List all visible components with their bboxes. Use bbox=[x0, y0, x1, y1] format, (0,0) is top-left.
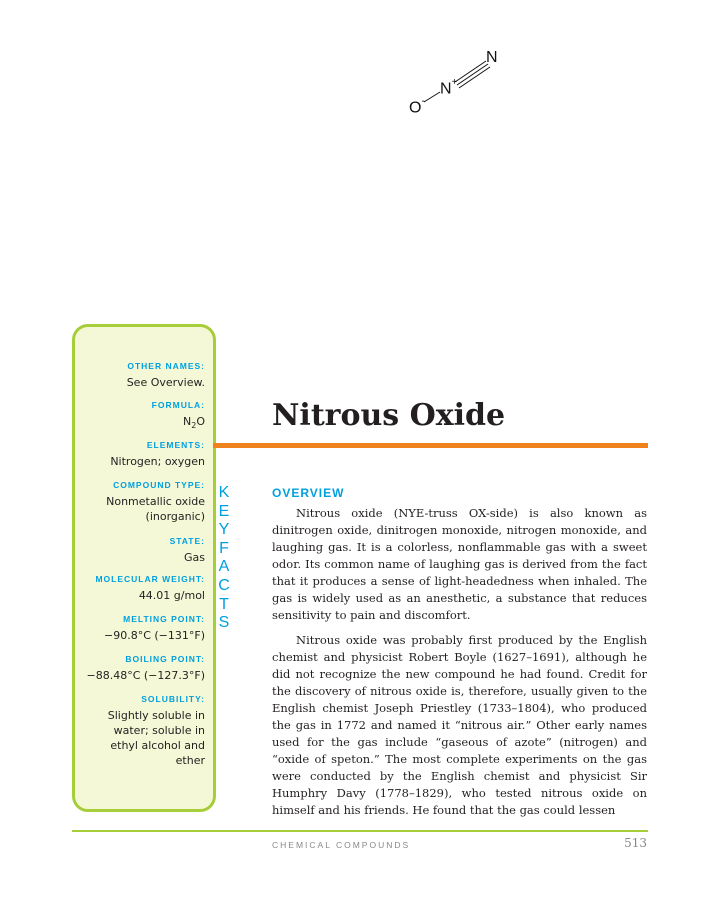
fact-label: FORMULA: bbox=[151, 400, 205, 410]
nitrogen-atom-terminal: N bbox=[486, 49, 498, 66]
footer-rule bbox=[72, 830, 648, 832]
nitrogen-atom-center: N+ bbox=[440, 77, 458, 98]
fact-elements bbox=[77, 439, 205, 469]
fact-compound-type bbox=[77, 479, 205, 524]
fact-solubility bbox=[77, 693, 205, 768]
fact-formula bbox=[77, 399, 205, 433]
fact-value: Gas bbox=[184, 551, 205, 564]
footer-book-title: CHEMICAL COMPOUNDS bbox=[272, 840, 411, 850]
page-number: 513 bbox=[624, 836, 647, 850]
title-underline bbox=[213, 443, 648, 448]
oxygen-atom: O- bbox=[409, 96, 425, 117]
fact-state bbox=[77, 535, 205, 565]
fact-value: −88.48°C (−127.3°F) bbox=[86, 669, 205, 682]
fact-label: SOLUBILITY: bbox=[141, 694, 205, 704]
paragraph: Nitrous oxide was probably first produced by the English chemist and physicist Robert Boyle (1627–1691), although he did not recognize the new compound he had found. Credit for the discovery of nitrous oxide is, therefore, usually given to the English chemist Joseph Priestley (1733–1804), who produced the gas in 1772 and named it “nitrous air.” Other early names used for the gas include “gaseous of azote” (nitrogen) and “oxide of speton.” The most complete experiments on the gas were conducted by the English chemist and physicist Sir Humphry Davy (1778–1829), who tested nitrous oxide on himself and his friends. He found that the gas could lessen bbox=[272, 633, 647, 817]
fact-value: Slightly soluble in water; soluble in ethyl alcohol and ether bbox=[107, 709, 205, 767]
paragraph: Nitrous oxide (NYE-truss OX-side) is also known as dinitrogen oxide, dinitrogen monoxide, nitrogen monoxide, and laughing gas. It is a colorless, nonflammable gas with a sweet odor. Its common name of laughing gas is derived from the fact that it produces a sense of light-headedness when inhaled. The gas is widely used as an anesthetic, a substance that reduces sensitivity to pain and discomfort. bbox=[272, 506, 647, 622]
fact-value: $N_2O$ bbox=[183, 415, 205, 431]
fact-label: STATE: bbox=[169, 536, 205, 546]
fact-value: −90.8°C (−131°F) bbox=[103, 629, 205, 642]
fact-label: MELTING POINT: bbox=[123, 614, 205, 624]
nitrous-oxide-structure bbox=[400, 44, 510, 119]
fact-label: OTHER NAMES: bbox=[127, 361, 205, 371]
fact-value: Nitrogen; oxygen bbox=[110, 455, 205, 468]
fact-value: See Overview. bbox=[126, 376, 205, 389]
fact-label: COMPOUND TYPE: bbox=[113, 480, 205, 490]
fact-boiling-point bbox=[77, 653, 205, 683]
key-facts-side-label: K E Y F A C T S bbox=[218, 484, 230, 632]
fact-label: MOLECULAR WEIGHT: bbox=[95, 574, 205, 584]
fact-molecular-weight bbox=[77, 573, 205, 603]
article-body bbox=[272, 505, 647, 827]
fact-value: Nonmetallic oxide (inorganic) bbox=[106, 495, 205, 523]
fact-value: 44.01 g/mol bbox=[138, 589, 205, 602]
fact-label: BOILING POINT: bbox=[125, 654, 205, 664]
section-heading: OVERVIEW bbox=[272, 486, 345, 500]
fact-label: ELEMENTS: bbox=[146, 440, 205, 450]
key-facts-panel bbox=[72, 324, 216, 812]
fact-melting-point bbox=[77, 613, 205, 643]
fact-other-names bbox=[77, 360, 205, 390]
page-title: Nitrous Oxide bbox=[272, 398, 506, 433]
